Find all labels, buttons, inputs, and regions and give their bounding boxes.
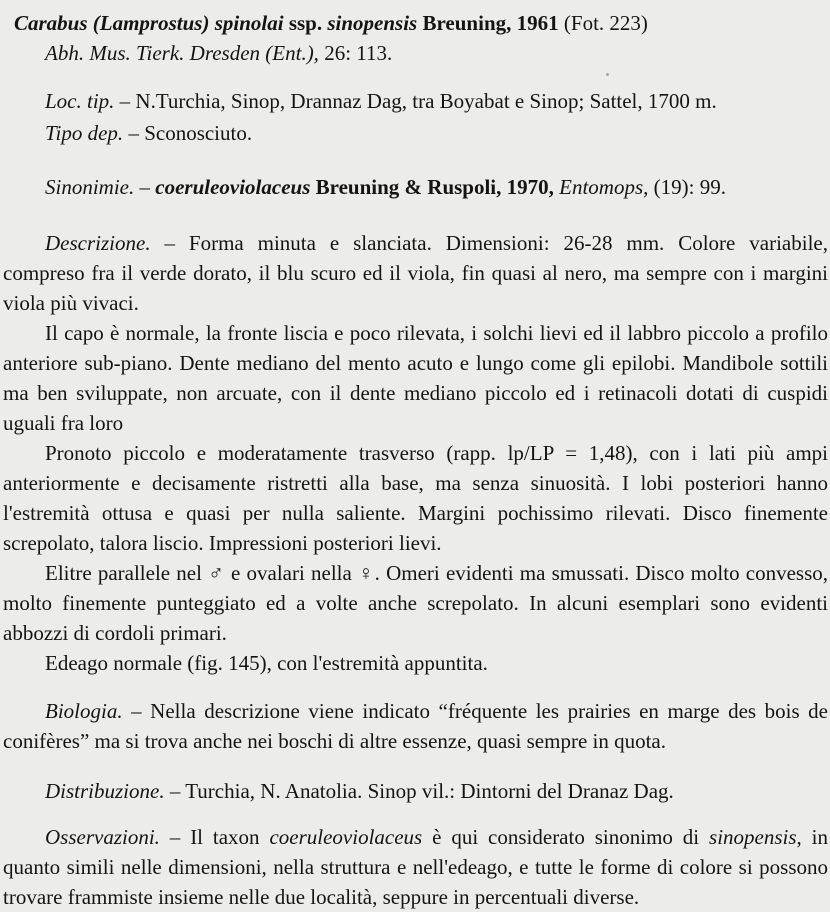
text-segment: Carabus (Lamprostus) spinolai bbox=[14, 11, 284, 35]
text-segment: Loc. tip. bbox=[45, 89, 115, 113]
text-segment: , in quanto simili nelle dimensioni, nella struttura e nell'edeago, e tutte le forme di colore si possono trovare frammiste insieme nelle due località, seppure in percentuali diverse. bbox=[3, 825, 829, 909]
paragraph-title bbox=[3, 8, 828, 38]
text-segment: Biologia. bbox=[45, 699, 123, 723]
text-segment: coeruleoviolaceus bbox=[269, 825, 423, 849]
text-segment: sinopensis bbox=[709, 825, 797, 849]
text-segment: – bbox=[134, 175, 156, 199]
paragraph-sinonimie bbox=[3, 172, 828, 202]
text-segment: Il capo è normale, la fronte liscia e poco rilevata, i solchi lievi ed il labbro piccolo a profilo anteriore sub-piano. Dente mediano del mento acuto e lungo come gli epilobi. Mandibole sottili ma ben sviluppate, non arcuate, con il dente mediano piccolo ed i retinacoli dotati di cuspidi uguali fra loro bbox=[3, 321, 828, 435]
paragraph-tipo-dep bbox=[3, 118, 828, 148]
text-segment: 26: 113. bbox=[318, 41, 393, 65]
text-segment: Abh. Mus. Tierk. Dresden (Ent.), bbox=[45, 41, 319, 65]
text-segment: Descrizione. bbox=[45, 231, 151, 255]
text-segment: – Sconosciuto. bbox=[123, 121, 253, 145]
paragraph-edeago bbox=[3, 648, 828, 678]
text-segment: coeruleoviolaceus bbox=[155, 175, 311, 199]
paragraph-biologia bbox=[3, 696, 828, 756]
scan-speck bbox=[606, 73, 609, 76]
text-segment: è qui considerato sinonimo di bbox=[422, 825, 710, 849]
text-segment: – Il taxon bbox=[159, 825, 270, 849]
text-segment: – Turchia, N. Anatolia. Sinop vil.: Dintorni del Dranaz Dag. bbox=[164, 779, 674, 803]
paragraph-capo bbox=[3, 318, 828, 438]
paragraph-reference bbox=[3, 38, 828, 68]
text-segment: Tipo dep. bbox=[45, 121, 124, 145]
paragraph-distribuzione bbox=[3, 776, 828, 806]
paragraph-pronoto bbox=[3, 438, 828, 558]
text-segment: Breuning, 1961 bbox=[417, 11, 559, 35]
text-segment: – Forma minuta e slanciata. Dimensioni: 26-28 mm. Colore variabile, compreso fra il verde dorato, il blu scuro ed il viola, fin quasi al nero, ma sempre con i margini viola più vivaci. bbox=[3, 231, 828, 315]
text-segment: Entomops, bbox=[553, 175, 649, 199]
text-segment: Pronoto piccolo e moderatamente trasverso (rapp. lp/LP = 1,48), con i lati più ampi anteriormente e decisamente ristretti alla base, ma senza sinuosità. I lobi posteriori hanno l'estremità ottusa e quasi per nulla saliente. Margini pochissimo rilevati. Disco finemente screpolato, talora liscio. Impressioni posteriori lievi. bbox=[3, 441, 828, 555]
text-segment: (Fot. 223) bbox=[558, 11, 648, 35]
text-segment: ssp. bbox=[283, 11, 328, 35]
text-segment: Osservazioni. bbox=[45, 825, 160, 849]
scan-speck bbox=[580, 247, 582, 249]
text-segment: sinopensis bbox=[327, 11, 418, 35]
text-segment: Sinonimie. bbox=[45, 175, 135, 199]
text-segment: Edeago normale (fig. 145), con l'estremità appuntita. bbox=[45, 651, 488, 675]
paragraph-descrizione bbox=[3, 228, 828, 318]
text-segment: Elitre parallele nel ♂ e ovalari nella ♀. Omeri evidenti ma smussati. Disco molto convesso, molto finemente punteggiato ed a volte anche screpolato. In alcuni esemplari sono evidenti abbozzi di cordoli primari. bbox=[3, 561, 828, 645]
text-segment: Breuning & Ruspoli, 1970, bbox=[310, 175, 554, 199]
text-segment: – N.Turchia, Sinop, Drannaz Dag, tra Boyabat e Sinop; Sattel, 1700 m. bbox=[114, 89, 717, 113]
text-segment: – Nella descrizione viene indicato “fréquente les prairies en marge des bois de conifères” ma si trova anche nei boschi di altre essenze, quasi sempre in quota. bbox=[3, 699, 828, 753]
paragraph-osservazioni bbox=[3, 822, 828, 912]
text-segment: (19): 99. bbox=[648, 175, 726, 199]
text-segment: Distribuzione. bbox=[45, 779, 165, 803]
paragraph-elitre bbox=[3, 558, 828, 648]
paragraph-loc-tip bbox=[3, 86, 828, 116]
